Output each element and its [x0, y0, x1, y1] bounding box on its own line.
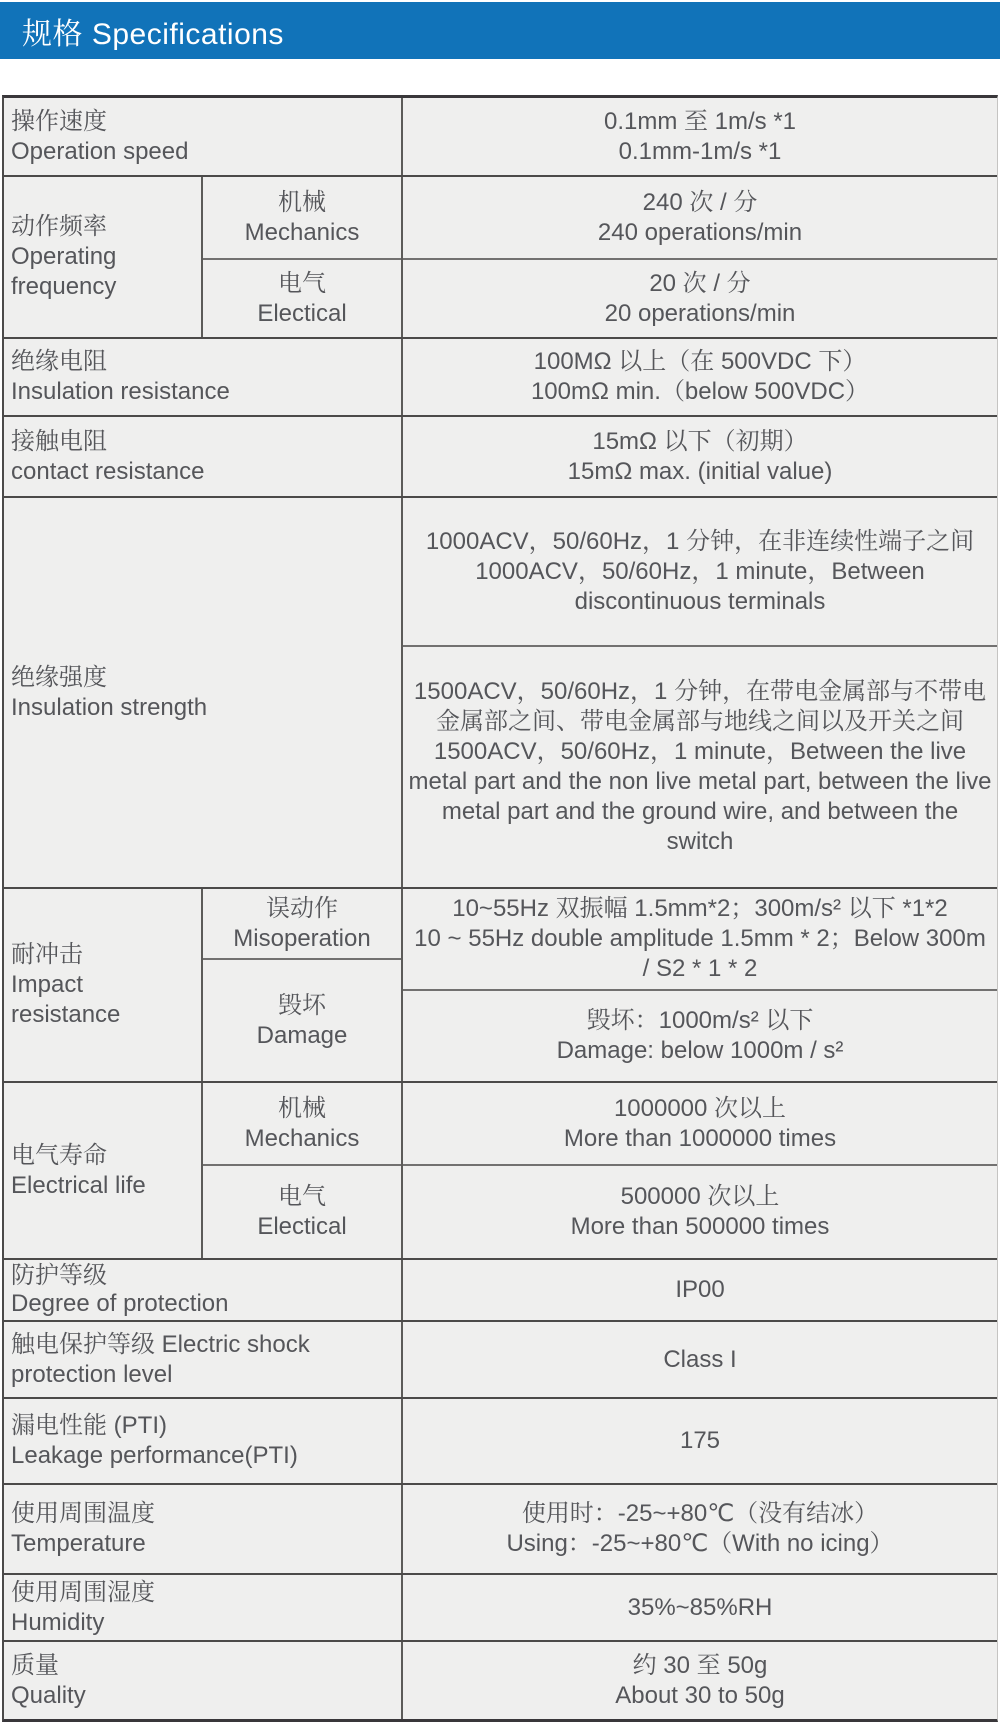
- value-en: 20 operations/min: [604, 299, 796, 327]
- row-label-en: Operating frequency: [11, 243, 117, 300]
- row-label-zh: 绝缘强度: [11, 663, 107, 691]
- value-cell: [403, 1485, 997, 1573]
- value-cell-damage: [403, 989, 997, 1081]
- row-label-zh: 操作速度: [11, 107, 107, 135]
- value-zh: 毁坏：1000m/s² 以下: [586, 1007, 814, 1034]
- row-label-zh: 耐冲击: [11, 941, 83, 968]
- sub-label-zh: 误动作: [266, 894, 338, 922]
- row-label-en: contact resistance: [11, 457, 205, 485]
- sub-label-damage: [203, 958, 401, 1081]
- value-zh: 0.1mm 至 1m/s *1: [603, 107, 797, 135]
- sub-label-mechanics: [203, 177, 401, 258]
- row-label: [4, 1083, 201, 1258]
- value: 35%~85%RH: [627, 1593, 773, 1621]
- value-zh: 15mΩ 以下（初期）: [592, 427, 808, 455]
- value-zh: 240 次 / 分: [642, 188, 758, 216]
- value-cell-test1: [403, 498, 997, 645]
- value-zh: 10~55Hz 双振幅 1.5mm*2；300m/s² 以下 *1*2: [452, 895, 948, 922]
- row-label-en: Humidity: [11, 1608, 105, 1636]
- value-column: [401, 1322, 997, 1397]
- row-label: [4, 177, 201, 337]
- value-zh: 1000ACV，50/60Hz，1 分钟，在非连续性端子之间: [425, 527, 975, 555]
- value-en: 1500ACV，50/60Hz，1 minute，Between the live metal part and the non live metal part, between the live metal part and the ground wire, and between the switch: [408, 738, 992, 855]
- row-label-zh: 使用周围温度: [11, 1500, 155, 1527]
- row-label-zh: 绝缘电阻: [11, 348, 107, 375]
- value-en: 0.1mm-1m/s *1: [618, 137, 782, 165]
- value-column: [401, 1485, 997, 1573]
- spec-row-insulation-resistance: [4, 337, 997, 415]
- row-label: [4, 1642, 401, 1719]
- value-cell: [403, 1642, 997, 1719]
- value-cell: [403, 98, 997, 175]
- row-label: [4, 1485, 401, 1573]
- value-en: 100mΩ min.（below 500VDC）: [530, 378, 870, 405]
- specifications-table: [2, 95, 998, 1722]
- spec-row-quality: [4, 1640, 997, 1719]
- value-zh: 100MΩ 以上（在 500VDC 下）: [533, 348, 867, 375]
- value-en: Using：-25~+80℃（With no icing）: [506, 1530, 894, 1557]
- value-column: [401, 1575, 997, 1640]
- value-cell: [403, 417, 997, 496]
- row-label: [4, 889, 201, 1081]
- value-cell-mechanics: [403, 1083, 997, 1164]
- row-label: [4, 1260, 401, 1320]
- spec-row-impact-resistance: [4, 887, 997, 1081]
- value-column: [401, 1642, 997, 1719]
- sub-label-en: Damage: [256, 1021, 348, 1049]
- sub-label-zh: 机械: [278, 1094, 326, 1122]
- row-label: [4, 98, 401, 175]
- sub-label-mechanics: [203, 1083, 401, 1164]
- sub-label-en: Mechanics: [244, 1124, 360, 1152]
- value-zh: 500000 次以上: [620, 1183, 780, 1210]
- row-label-en: Temperature: [11, 1530, 146, 1557]
- value-column: [401, 498, 997, 887]
- value-column: [401, 1083, 997, 1258]
- sub-label-zh: 电气: [278, 1183, 326, 1210]
- row-label-zh: 接触电阻: [11, 427, 107, 455]
- spec-row-operating-frequency: [4, 175, 997, 337]
- value-en: 15mΩ max. (initial value): [567, 457, 833, 485]
- value-column: [401, 339, 997, 415]
- row-label-zh: 使用周围湿度: [11, 1578, 155, 1606]
- row-label-en: Impact resistance: [11, 971, 121, 1028]
- value-en: 1000ACV，50/60Hz，1 minute，Between discontinuous terminals: [475, 557, 925, 615]
- row-label: [4, 1575, 401, 1640]
- sub-label-misoperation: [203, 889, 401, 958]
- value-column: [401, 417, 997, 496]
- sub-label-column: [201, 1083, 401, 1258]
- row-label-en: Degree of protection: [11, 1290, 229, 1317]
- sub-label-column: [201, 177, 401, 337]
- value-cell-test2: [403, 645, 997, 887]
- sub-label-zh: 电气: [278, 269, 326, 297]
- sub-label-zh: 毁坏: [278, 991, 326, 1019]
- value-zh: 约 30 至 50g: [632, 1651, 768, 1679]
- value-zh: 1500ACV，50/60Hz，1 分钟，在带电金属部与不带电金属部之间、带电金属部与地线之间以及开关之间: [413, 678, 987, 735]
- sub-label-zh: 机械: [278, 188, 326, 216]
- sub-label-column: [201, 889, 401, 1081]
- value-column: [401, 889, 997, 1081]
- spec-row-leakage-performance: [4, 1397, 997, 1483]
- spec-row-operation-speed: [4, 98, 997, 175]
- value-zh: 使用时：-25~+80℃（没有结冰）: [521, 1500, 879, 1527]
- row-label-en: Quality: [11, 1681, 86, 1709]
- value-zh: 1000000 次以上: [613, 1094, 787, 1122]
- row-label-en: Insulation strength: [11, 693, 208, 721]
- value-en: 10 ~ 55Hz double amplitude 1.5mm * 2；Below 300m / S2 * 1 * 2: [414, 925, 986, 982]
- value-column: [401, 1399, 997, 1483]
- row-label-zh: 电气寿命: [11, 1141, 107, 1169]
- sub-label-en: Electical: [257, 299, 347, 327]
- row-label-en: Electrical life: [11, 1171, 146, 1199]
- value-zh: 20 次 / 分: [649, 269, 751, 297]
- row-label-en: Insulation resistance: [11, 378, 230, 405]
- spec-row-electric-shock: [4, 1320, 997, 1397]
- value-cell-electrical: [403, 258, 997, 337]
- value-column: [401, 98, 997, 175]
- spec-row-temperature: [4, 1483, 997, 1573]
- sub-label-en: Mechanics: [244, 218, 360, 246]
- spec-row-contact-resistance: [4, 415, 997, 496]
- row-label-zh: 动作频率: [11, 213, 107, 240]
- sub-label-en: Electical: [257, 1213, 347, 1240]
- value-column: [401, 1260, 997, 1320]
- row-label-en: Leakage performance(PTI): [11, 1442, 298, 1469]
- value-column: [401, 177, 997, 337]
- value-en: More than 500000 times: [570, 1213, 830, 1240]
- row-label: [4, 498, 401, 887]
- value: IP00: [675, 1276, 725, 1303]
- row-label: [4, 1322, 401, 1397]
- value-cell: [403, 1322, 997, 1397]
- sub-label-electrical: [203, 258, 401, 337]
- row-label-en: Operation speed: [11, 137, 189, 165]
- row-label: [4, 339, 401, 415]
- value-cell: [403, 339, 997, 415]
- page-title: 规格 Specifications: [22, 17, 284, 51]
- value-en: Damage: below 1000m / s²: [556, 1037, 844, 1064]
- spec-row-insulation-strength: [4, 496, 997, 887]
- spec-row-degree-of-protection: [4, 1258, 997, 1320]
- row-label: [4, 1399, 401, 1483]
- row-label: [4, 417, 401, 496]
- value-cell-electrical: [403, 1164, 997, 1258]
- spec-row-electrical-life: [4, 1081, 997, 1258]
- value-en: About 30 to 50g: [615, 1681, 785, 1709]
- value: Class I: [663, 1345, 737, 1373]
- value-cell: [403, 1260, 997, 1320]
- spec-row-humidity: [4, 1573, 997, 1640]
- value: 175: [679, 1427, 721, 1454]
- row-label-text: 触电保护等级 Electric shock protection level: [11, 1330, 310, 1388]
- row-label-zh: 防护等级: [11, 1262, 107, 1289]
- value-en: 240 operations/min: [597, 218, 803, 246]
- row-label-zh: 质量: [11, 1651, 59, 1679]
- sub-label-en: Misoperation: [233, 924, 371, 952]
- section-header-bar: [0, 2, 1000, 59]
- value-cell: [403, 1575, 997, 1640]
- sub-label-electrical: [203, 1164, 401, 1258]
- value-cell-misoperation: [403, 889, 997, 989]
- value-en: More than 1000000 times: [563, 1124, 837, 1152]
- value-cell: [403, 1399, 997, 1483]
- value-cell-mechanics: [403, 177, 997, 258]
- row-label-zh: 漏电性能 (PTI): [11, 1412, 167, 1439]
